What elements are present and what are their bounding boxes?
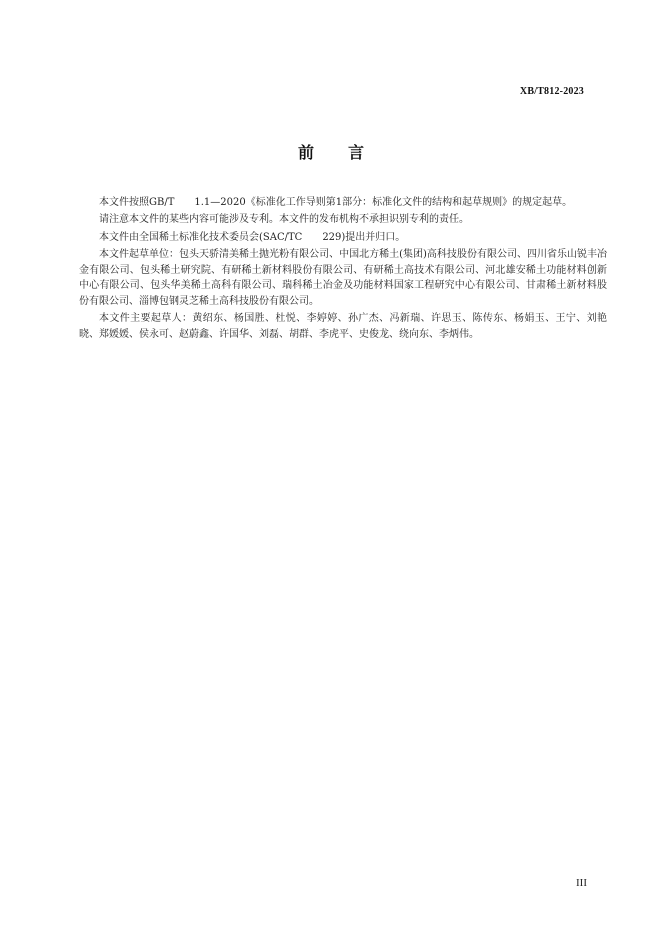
page-title-char-1: 前 bbox=[297, 143, 314, 162]
paragraph-committee: 本文件由全国稀土标准化技术委员会(SAC/TC 229)提出并归口。 bbox=[99, 231, 406, 243]
page-number: III bbox=[576, 877, 587, 889]
paragraph-drafting-units: 本文件起草单位：包头天骄清美稀土抛光粉有限公司、中国北方稀土(集团)高科技股份有限公司、四川省乐山锐丰冶金有限公司、包头稀土研究院、有研稀土新材料股份有限公司、有研稀土高技术有限公司、河北雄安稀土功能材料创新中心有限公司、包头华美稀土高科有限公司、瑞科稀土冶金及功能材料国家工程研究中心有限公司、甘肃稀土新材料股份有限公司、淄博包钢灵芝稀土高科技股份有限公司。 bbox=[79, 249, 607, 307]
paragraph-drafters: 本文件主要起草人：黄绍东、杨国胜、杜悦、李婷婷、孙广杰、冯新瑞、许思玉、陈传东、杨娟玉、王宁、刘艳晓、郑媛媛、侯永可、赵蔚鑫、许国华、刘磊、胡群、李虎平、史俊龙、绕向东、李炳伟。 bbox=[79, 313, 607, 340]
paragraph-drafting-rules: 本文件按照GB/T 1.1—2020《标准化工作导则第1部分：标准化文件的结构和起草规则》的规定起草。 bbox=[99, 197, 573, 208]
page-title bbox=[0, 140, 662, 163]
foreword-body bbox=[79, 195, 607, 344]
page-title-char-2: 言 bbox=[348, 143, 365, 162]
document-code: XB/T812-2023 bbox=[519, 86, 584, 97]
paragraph-patent-notice: 请注意本文件的某些内容可能涉及专利。本文件的发布机构不承担识别专利的责任。 bbox=[99, 214, 469, 226]
